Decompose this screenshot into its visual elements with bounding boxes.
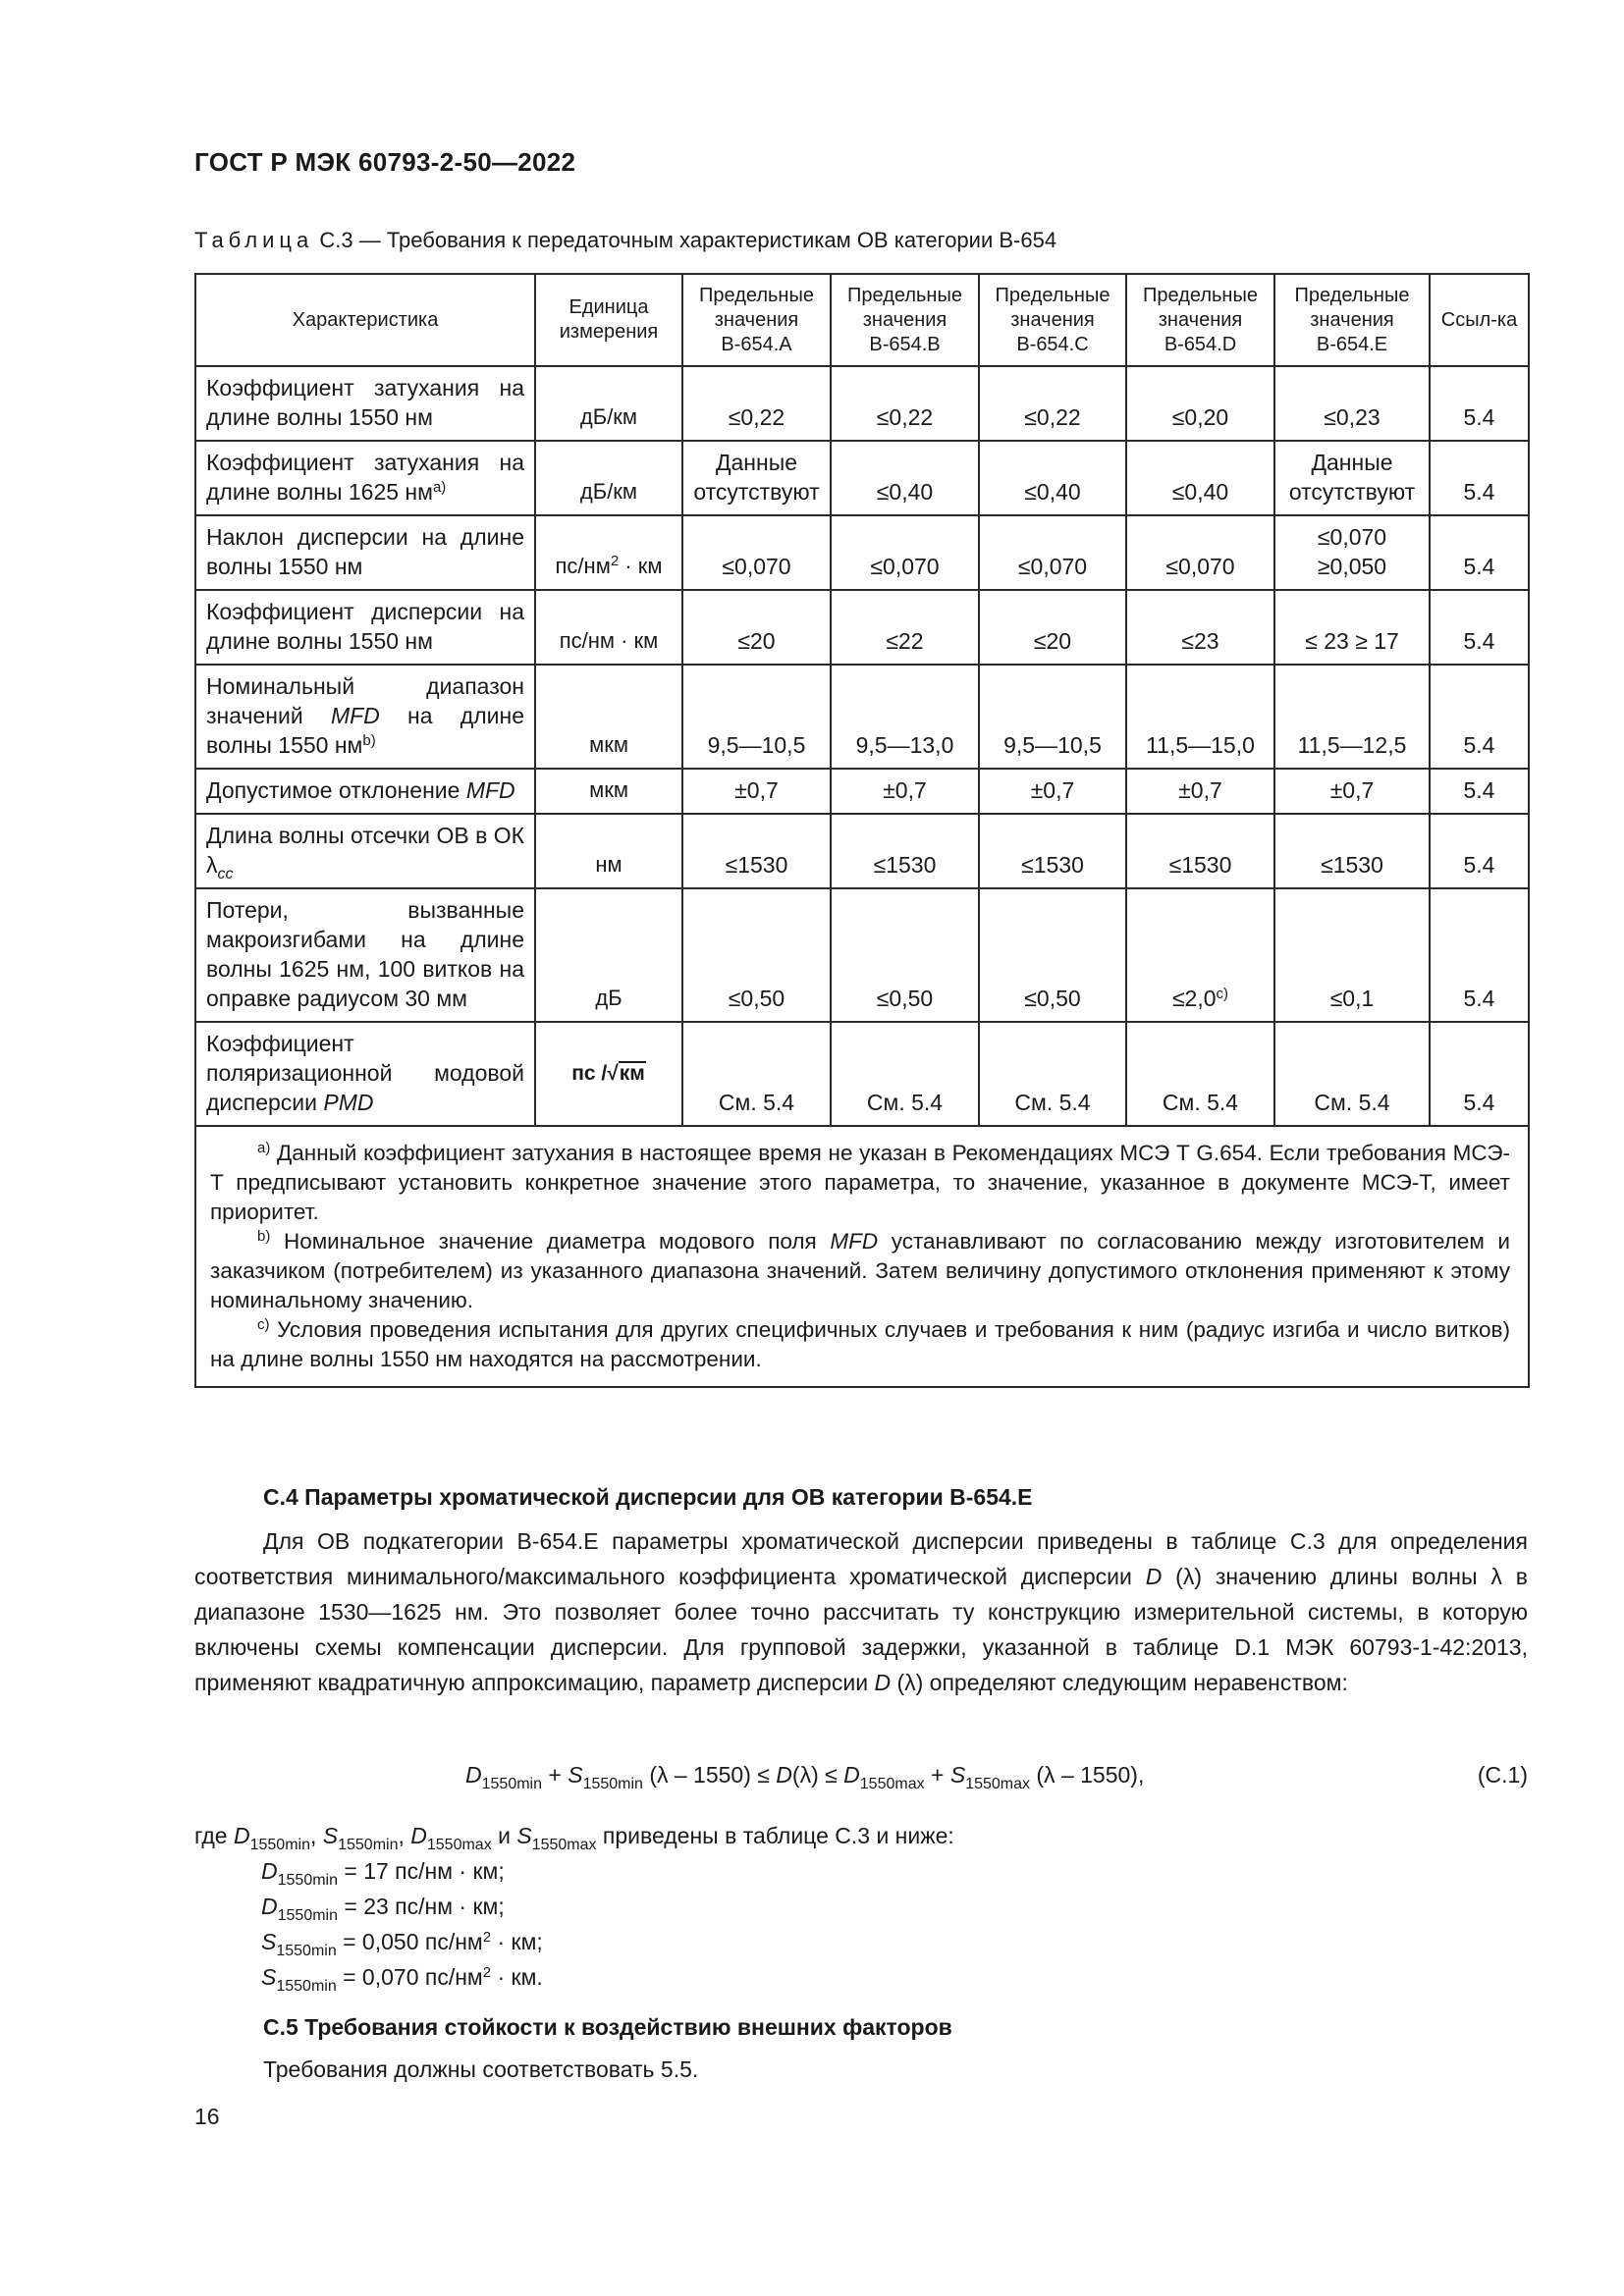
characteristic-text: Номинальный диапазон значений: [206, 673, 524, 728]
header-b654d: Предельные значения В-654.D: [1126, 274, 1274, 366]
radicand: км: [619, 1061, 645, 1085]
cell-value-e: ≤0,23: [1274, 366, 1430, 441]
def-tail: · км;: [491, 1929, 543, 1954]
lambda-subscript: cc: [217, 866, 234, 882]
cell-value-d: ≤23: [1126, 590, 1274, 665]
cell-value-c: ≤20: [979, 590, 1126, 665]
cell-reference: 5.4: [1430, 590, 1529, 665]
section-c4-paragraph: [194, 1523, 1528, 1700]
header-b654b: Предельные значения В-654.В: [831, 274, 979, 366]
def-subscript: 1550min: [276, 1943, 337, 1959]
cell-unit: дБ/км: [535, 366, 682, 441]
table-caption-label: Таблица: [194, 228, 314, 252]
definition-item: [261, 1924, 543, 1959]
formula-symbol: D: [843, 1762, 860, 1788]
note-text: Данный коэффициент затухания в настоящее время не указан в Рекомендациях МСЭ Т G.654. Если требования МСЭ-Т предписывают установить конкретное значение этого параметра, то значение, указанное в документе МСЭ-Т, имеет приоритет.: [210, 1141, 1510, 1224]
cell-value-a: См. 5.4: [682, 1022, 831, 1126]
header-b654e: Предельные значения В-654.Е: [1274, 274, 1430, 366]
unit-text: пс/нм: [555, 554, 611, 578]
cell-value-e: ≤ 23 ≥ 17: [1274, 590, 1430, 665]
cell-reference: 5.4: [1430, 441, 1529, 515]
page-number: 16: [194, 2104, 220, 2129]
definitions-list: [261, 1853, 543, 1995]
cell-value-d: ≤1530: [1126, 814, 1274, 888]
cell-reference: 5.4: [1430, 888, 1529, 1022]
formula-symbol: D: [776, 1762, 792, 1788]
value-line: ≤0,070: [1317, 524, 1387, 550]
cell-value-e: [1274, 515, 1430, 590]
table-notes: [195, 1126, 1529, 1387]
cell-value-d: См. 5.4: [1126, 1022, 1274, 1126]
def-exponent: 2: [482, 1929, 492, 1946]
cell-reference: 5.4: [1430, 665, 1529, 769]
header-unit: Единица измерения: [535, 274, 682, 366]
def-symbol: S: [261, 1964, 277, 1990]
cell-reference: 5.4: [1430, 814, 1529, 888]
formula-op: +: [542, 1762, 568, 1788]
def-symbol: D: [261, 1894, 278, 1919]
characteristic-text: Коэффициент затухания на длине волны 1625 нм: [206, 450, 524, 505]
note-text: Условия проведения испытания для других специфичных случаев и требования к ним (радиус изгиба и число витков) на длине волны 1550 нм находятся на рассмотрении.: [210, 1317, 1510, 1371]
symbol-D: D: [1145, 1564, 1163, 1589]
cell-value-a: ≤1530: [682, 814, 831, 888]
document-id-header: ГОСТ Р МЭК 60793-2-50—2022: [194, 147, 576, 177]
cell-characteristic: Наклон дисперсии на длине волны 1550 нм: [195, 515, 535, 590]
cell-value-a: ≤0,070: [682, 515, 831, 590]
where-text: и: [491, 1823, 517, 1848]
characteristic-text: Длина волны отсечки ОВ в ОК λ: [206, 823, 524, 878]
section-c5-text: Требования должны соответствовать 5.5.: [263, 2056, 699, 2082]
characteristic-text: Допустимое отклонение: [206, 777, 466, 803]
cell-value-a: Данные отсутствуют: [682, 441, 831, 515]
cell-reference: 5.4: [1430, 515, 1529, 590]
formula-symbol: D: [233, 1823, 250, 1848]
paragraph-text: Для ОВ подкатегории В-654.Е параметры хроматической дисперсии приведены в таблице С.3 для определения соответствия минимального/максимального коэффициента хроматической дисперсии: [194, 1528, 1528, 1589]
characteristic-italic: PMD: [323, 1090, 374, 1115]
header-b654c: Предельные значения В-654.С: [979, 274, 1126, 366]
formula-expression: [465, 1755, 1144, 1794]
formula-op: (λ – 1550) ≤: [642, 1762, 777, 1788]
header-reference: Ссыл-ка: [1430, 274, 1529, 366]
cell-value-c: ≤0,22: [979, 366, 1126, 441]
footnote-mark: с): [257, 1316, 270, 1333]
formula-symbol: D: [410, 1823, 427, 1848]
cell-value-c: ≤1530: [979, 814, 1126, 888]
cell-characteristic: [195, 665, 535, 769]
cell-value-b: ≤1530: [831, 814, 979, 888]
def-value: = 0,070 пс/нм: [336, 1964, 483, 1990]
where-text: ,: [398, 1823, 411, 1848]
table-row: [195, 515, 1529, 590]
table-row: [195, 888, 1529, 1022]
cell-value-c: См. 5.4: [979, 1022, 1126, 1126]
cell-reference: 5.4: [1430, 366, 1529, 441]
cell-characteristic: [195, 769, 535, 814]
table-row: [195, 814, 1529, 888]
header-characteristic: Характеристика: [195, 274, 535, 366]
cell-unit: дБ/км: [535, 441, 682, 515]
formula-symbol: S: [516, 1823, 532, 1848]
cell-value-e: ±0,7: [1274, 769, 1430, 814]
unit-text: пс /: [571, 1061, 608, 1085]
cell-value-d: ±0,7: [1126, 769, 1274, 814]
square-root-icon: √км: [607, 1061, 645, 1085]
value-line: ≥0,050: [1317, 554, 1387, 579]
section-c5-heading: С.5 Требования стойкости к воздействию внешних факторов: [263, 2014, 952, 2040]
note-b: [210, 1227, 1510, 1315]
table-row: [195, 665, 1529, 769]
def-value: = 0,050 пс/нм: [336, 1929, 483, 1954]
cell-value-b: См. 5.4: [831, 1022, 979, 1126]
cell-reference: 5.4: [1430, 769, 1529, 814]
def-subscript: 1550min: [276, 1978, 337, 1995]
table-row: [195, 590, 1529, 665]
formula-op: (λ) ≤: [791, 1762, 844, 1788]
formula-subscript: 1550max: [426, 1837, 492, 1853]
def-exponent: 2: [482, 1964, 492, 1981]
cell-value-b: ≤22: [831, 590, 979, 665]
cell-value-c: ≤0,50: [979, 888, 1126, 1022]
where-line: [194, 1818, 954, 1853]
cell-value-d: ≤0,20: [1126, 366, 1274, 441]
note-text: устанавливают по согласованию между изготовителем и заказчиком (потребителем) из указанного диапазона значений. Затем величину допустимого отклонения применяют к этому номинальному значению.: [210, 1229, 1510, 1312]
cell-reference: 5.4: [1430, 1022, 1529, 1126]
formula-number: (С.1): [1477, 1762, 1528, 1788]
cell-value-d: ≤0,40: [1126, 441, 1274, 515]
cell-value-c: ≤0,070: [979, 515, 1126, 590]
def-symbol: D: [261, 1858, 278, 1884]
characteristic-text: Коэффициент поляризационной модовой дисперсии: [206, 1031, 524, 1115]
def-value: = 23 пс/нм · км;: [338, 1894, 505, 1919]
table-notes-row: [195, 1126, 1529, 1387]
where-text: ,: [309, 1823, 323, 1848]
cell-unit: нм: [535, 814, 682, 888]
def-tail: · км.: [491, 1964, 543, 1990]
paragraph-text: (λ) определяют следующим неравенством:: [891, 1670, 1348, 1695]
note-text: Номинальное значение диаметра модового поля: [270, 1229, 831, 1254]
unit-tail: · км: [619, 554, 663, 578]
cell-characteristic: [195, 814, 535, 888]
cell-characteristic: [195, 1022, 535, 1126]
def-subscript: 1550min: [277, 1907, 338, 1924]
where-text: где: [194, 1823, 234, 1848]
table-caption-text: С.3 — Требования к передаточным характеристикам ОВ категории В-654: [319, 228, 1057, 252]
table-row: [195, 1022, 1529, 1126]
cell-characteristic: [195, 441, 535, 515]
cell-value-c: ±0,7: [979, 769, 1126, 814]
formula-symbol: S: [568, 1762, 583, 1788]
def-value: = 17 пс/нм · км;: [338, 1858, 505, 1884]
formula-subscript: 1550max: [965, 1776, 1030, 1792]
table-caption: [194, 228, 1056, 253]
cell-value-a: ≤20: [682, 590, 831, 665]
footnote-mark: а): [432, 479, 447, 496]
cell-value-d: 11,5—15,0: [1126, 665, 1274, 769]
cell-characteristic: Коэффициент дисперсии на длине волны 1550 нм: [195, 590, 535, 665]
cell-value-a: ≤0,50: [682, 888, 831, 1022]
characteristics-table: [194, 273, 1530, 1388]
characteristic-italic: MFD: [330, 703, 380, 728]
cell-value-d: [1126, 888, 1274, 1022]
formula-subscript: 1550min: [338, 1837, 399, 1853]
formula-subscript: 1550min: [249, 1837, 310, 1853]
section-c4-heading: С.4 Параметры хроматической дисперсии для ОВ категории В-654.Е: [263, 1484, 1033, 1510]
table-header-row: [195, 274, 1529, 366]
pmd-unit: [571, 1062, 646, 1085]
cell-value-d: ≤0,070: [1126, 515, 1274, 590]
cell-value-b: ≤0,070: [831, 515, 979, 590]
cell-unit: дБ: [535, 888, 682, 1022]
formula-symbol: S: [949, 1762, 966, 1788]
formula-subscript: 1550max: [859, 1776, 925, 1792]
formula-subscript: 1550min: [582, 1776, 643, 1792]
paragraph-text: (λ) значению длины волны λ в диапазоне 1530—1625 нм. Это позволяет более точно рассчитать ту конструкцию измерительной системы, в которую включены схемы компенсации дисперсии. Для групповой задержки, указанной в таблице D.1 МЭК 60793-1-42:2013, применяют квадратичную аппроксимацию, параметр дисперсии: [194, 1564, 1528, 1695]
cell-value-b: ≤0,50: [831, 888, 979, 1022]
cell-value-c: ≤0,40: [979, 441, 1126, 515]
note-a: [210, 1139, 1510, 1227]
cell-unit: мкм: [535, 769, 682, 814]
cell-value-a: ±0,7: [682, 769, 831, 814]
cell-unit: [535, 1022, 682, 1126]
value-text: ≤2,0: [1171, 986, 1217, 1011]
cell-unit: [535, 515, 682, 590]
note-c: [210, 1315, 1510, 1374]
formula-op: (λ – 1550),: [1030, 1762, 1145, 1788]
characteristic-italic: MFD: [465, 777, 515, 803]
cell-unit: пс/нм · км: [535, 590, 682, 665]
note-italic: MFD: [830, 1229, 879, 1254]
cell-value-b: ≤0,40: [831, 441, 979, 515]
cell-unit: мкм: [535, 665, 682, 769]
cell-characteristic: Потери, вызванные макроизгибами на длине волны 1625 нм, 100 витков на оправке радиусом 30 мм: [195, 888, 535, 1022]
cell-value-e: 11,5—12,5: [1274, 665, 1430, 769]
footnote-mark: с): [1216, 986, 1229, 1002]
cell-value-e: ≤1530: [1274, 814, 1430, 888]
formula-symbol: S: [322, 1823, 339, 1848]
cell-characteristic: Коэффициент затухания на длине волны 1550 нм: [195, 366, 535, 441]
cell-value-b: ±0,7: [831, 769, 979, 814]
cell-value-a: ≤0,22: [682, 366, 831, 441]
footnote-mark: b): [257, 1228, 271, 1245]
footnote-mark: b): [362, 732, 376, 749]
table-row: [195, 441, 1529, 515]
cell-value-e: ≤0,1: [1274, 888, 1430, 1022]
table-row: [195, 769, 1529, 814]
cell-value-e: См. 5.4: [1274, 1022, 1430, 1126]
characteristic-text: на длине волны 1550 нм: [206, 703, 524, 758]
cell-value-e: Данные отсутствуют: [1274, 441, 1430, 515]
cell-value-c: 9,5—10,5: [979, 665, 1126, 769]
cell-value-b: ≤0,22: [831, 366, 979, 441]
unit-exponent: 2: [610, 553, 620, 569]
formula-c1: [194, 1755, 1528, 1794]
def-subscript: 1550min: [277, 1872, 338, 1889]
formula-op: +: [924, 1762, 950, 1788]
symbol-D: D: [874, 1670, 892, 1695]
table-row: [195, 366, 1529, 441]
definition-item: [261, 1959, 543, 1995]
definition-item: [261, 1853, 543, 1889]
cell-value-b: 9,5—13,0: [831, 665, 979, 769]
where-text: приведены в таблице С.3 и ниже:: [596, 1823, 954, 1848]
formula-symbol: D: [465, 1762, 482, 1788]
def-symbol: S: [261, 1929, 277, 1954]
cell-value-a: 9,5—10,5: [682, 665, 831, 769]
formula-subscript: 1550max: [531, 1837, 597, 1853]
definition-item: [261, 1889, 543, 1924]
header-b654a: Предельные значения В-654.А: [682, 274, 831, 366]
footnote-mark: а): [257, 1140, 271, 1156]
formula-subscript: 1550min: [481, 1776, 542, 1792]
